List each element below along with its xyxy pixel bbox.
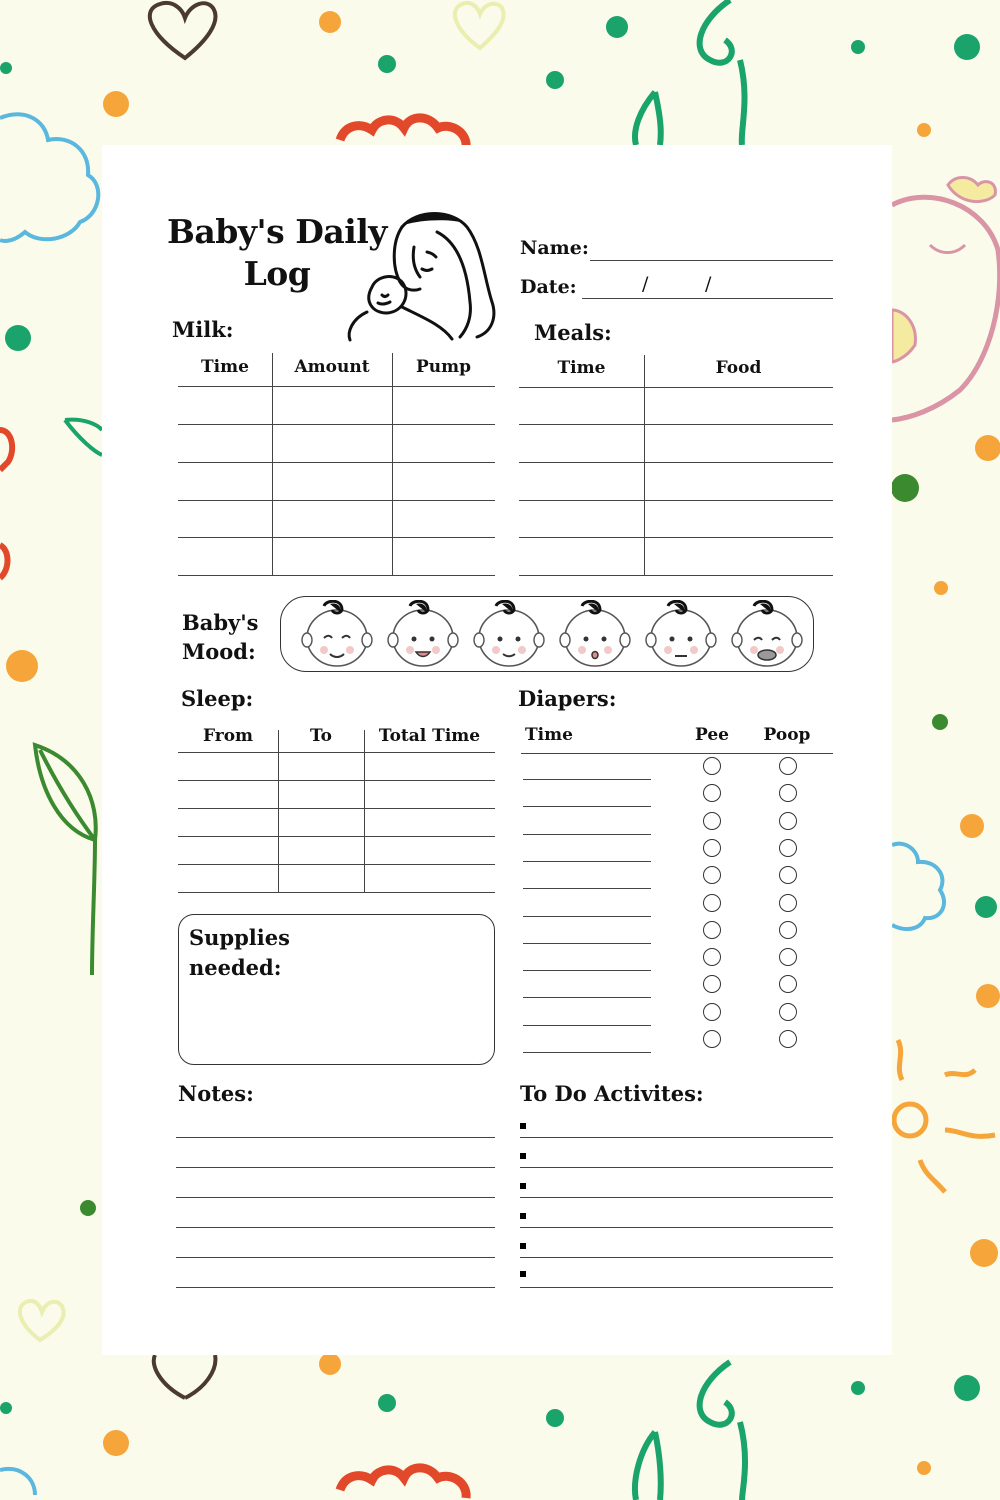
flower-icon <box>0 430 12 470</box>
poop-checkbox[interactable] <box>779 866 797 884</box>
poop-checkbox[interactable] <box>779 1030 797 1048</box>
sleep-col-from: From <box>202 726 254 746</box>
baby-face-icon[interactable] <box>646 601 716 666</box>
leaf-icon <box>35 745 96 975</box>
pee-checkbox[interactable] <box>703 812 721 830</box>
pee-checkbox[interactable] <box>703 866 721 884</box>
diaper-time-field[interactable] <box>523 779 651 780</box>
mood-label-line1: Baby's <box>182 610 259 635</box>
name-field[interactable] <box>590 260 833 261</box>
date-label: Date: <box>520 276 577 298</box>
todo-line[interactable] <box>520 1287 833 1288</box>
cloud-icon <box>892 844 944 929</box>
pee-checkbox[interactable] <box>703 839 721 857</box>
poop-checkbox[interactable] <box>779 975 797 993</box>
todo-heading: To Do Activites: <box>520 1081 704 1106</box>
baby-face-icon[interactable] <box>732 601 802 666</box>
heart-icon <box>154 1355 216 1398</box>
todo-bullet <box>520 1153 526 1159</box>
mood-label-line2: Mood: <box>182 639 256 664</box>
supplies-heading <box>189 923 290 983</box>
date-field[interactable] <box>582 298 833 299</box>
diaper-time-field[interactable] <box>523 1025 651 1026</box>
poop-checkbox[interactable] <box>779 757 797 775</box>
milk-col-time: Time <box>201 357 249 377</box>
log-sheet <box>102 145 892 1355</box>
todo-bullet <box>520 1213 526 1219</box>
diapers-heading: Diapers: <box>518 686 617 711</box>
diapers-col-pee: Pee <box>695 725 729 745</box>
diaper-time-field[interactable] <box>523 997 651 998</box>
poop-checkbox[interactable] <box>779 812 797 830</box>
pee-checkbox[interactable] <box>703 757 721 775</box>
todo-bullet <box>520 1243 526 1249</box>
sleep-heading: Sleep: <box>181 686 254 711</box>
diaper-time-field[interactable] <box>523 861 651 862</box>
baby-face-icon[interactable] <box>560 601 630 666</box>
todo-line[interactable] <box>520 1227 833 1228</box>
diaper-time-field[interactable] <box>523 1052 651 1053</box>
name-label: Name: <box>520 237 589 259</box>
poop-checkbox[interactable] <box>779 1003 797 1021</box>
supplies-label-line2: needed: <box>189 955 282 980</box>
pee-checkbox[interactable] <box>703 921 721 939</box>
cloud-icon <box>0 1469 35 1495</box>
poop-checkbox[interactable] <box>779 894 797 912</box>
heart-icon <box>150 3 216 58</box>
supplies-label-line1: Supplies <box>189 925 290 950</box>
date-separator: / <box>642 273 649 295</box>
poop-checkbox[interactable] <box>779 921 797 939</box>
poop-checkbox[interactable] <box>779 948 797 966</box>
todo-line[interactable] <box>520 1167 833 1168</box>
mother-baby-illustration <box>342 207 502 342</box>
milk-col-amount: Amount <box>294 357 370 377</box>
heart-icon <box>20 1301 64 1340</box>
diaper-time-field[interactable] <box>523 970 651 971</box>
diaper-time-field[interactable] <box>523 834 651 835</box>
cloud-icon <box>0 114 98 241</box>
diapers-col-poop: Poop <box>763 725 811 745</box>
date-separator: / <box>705 273 712 295</box>
diaper-time-field[interactable] <box>523 943 651 944</box>
meals-col-food: Food <box>715 358 762 378</box>
meals-col-time: Time <box>557 358 606 378</box>
sun-icon <box>894 1040 995 1192</box>
page-title: Baby's Daily Log <box>167 212 387 293</box>
baby-face-icon[interactable] <box>474 601 544 666</box>
pee-checkbox[interactable] <box>703 784 721 802</box>
baby-face-icon[interactable] <box>302 601 372 666</box>
diaper-time-field[interactable] <box>523 806 651 807</box>
pee-checkbox[interactable] <box>703 1030 721 1048</box>
sleep-col-total-time: Total Time <box>378 726 481 746</box>
pee-checkbox[interactable] <box>703 1003 721 1021</box>
flower-icon <box>0 545 8 578</box>
bird-icon <box>892 178 1000 421</box>
milk-heading: Milk: <box>172 317 234 342</box>
mood-heading <box>182 608 259 666</box>
diapers-header-rule <box>521 753 833 754</box>
heart-icon <box>455 3 504 48</box>
pee-checkbox[interactable] <box>703 948 721 966</box>
diaper-time-field[interactable] <box>523 916 651 917</box>
todo-bullet <box>520 1183 526 1189</box>
todo-line[interactable] <box>520 1197 833 1198</box>
todo-bullet <box>520 1123 526 1129</box>
diaper-time-field[interactable] <box>523 888 651 889</box>
pee-checkbox[interactable] <box>703 894 721 912</box>
baby-face-icon[interactable] <box>388 601 458 666</box>
notes-heading: Notes: <box>178 1081 254 1106</box>
todo-line[interactable] <box>520 1137 833 1138</box>
pee-checkbox[interactable] <box>703 975 721 993</box>
sleep-col-to: To <box>309 726 333 746</box>
poop-checkbox[interactable] <box>779 839 797 857</box>
diapers-col-time: Time <box>525 725 573 745</box>
poop-checkbox[interactable] <box>779 784 797 802</box>
meals-heading: Meals: <box>534 320 612 345</box>
todo-bullet <box>520 1271 526 1277</box>
leaf-icon <box>65 420 102 455</box>
todo-line[interactable] <box>520 1257 833 1258</box>
milk-col-pump: Pump <box>415 357 472 377</box>
mood-faces <box>294 600 806 670</box>
